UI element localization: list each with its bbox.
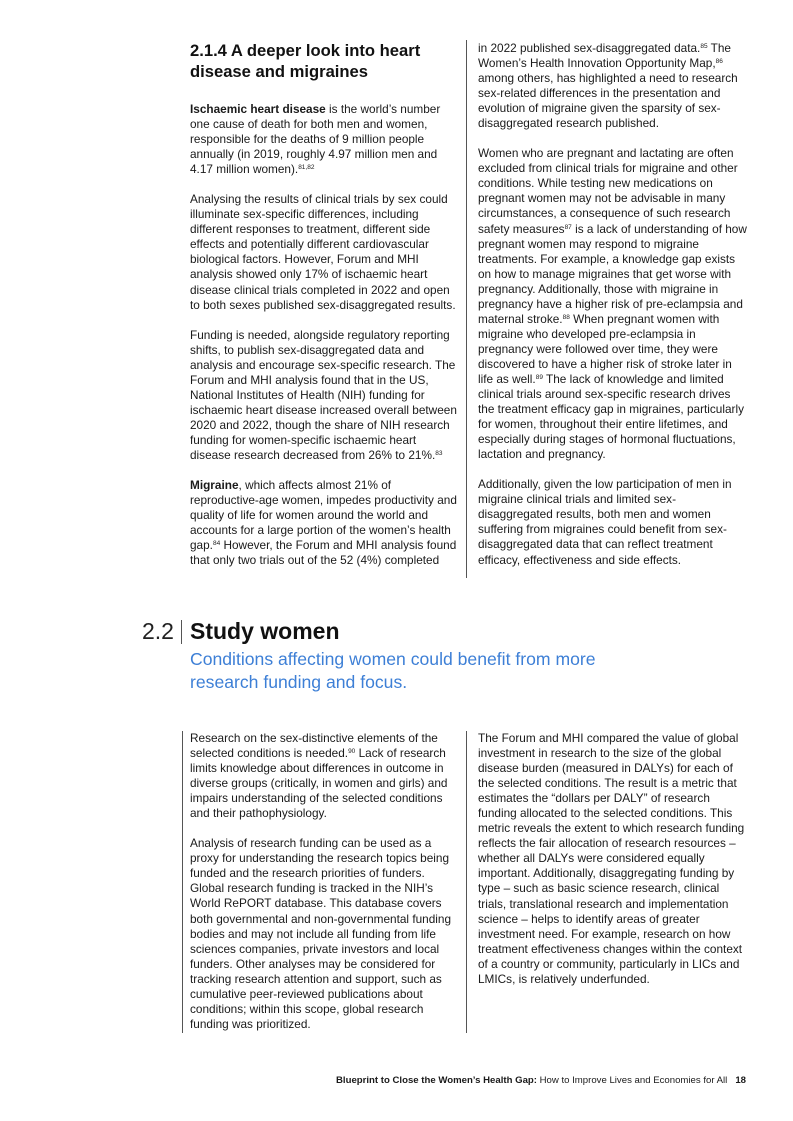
paragraph-migraine: Migraine, which affects almost 21% of reproductive-age women, impedes productivity and quality of life for women around the world and accounts for a large portion of the women’s health gap.$^{84}$ However, the Forum and MHI analysis found that only two trials out of the 52 (4%) completed: [190, 478, 457, 568]
report-title: Blueprint to Close the Women’s Health Gap:: [336, 1075, 537, 1086]
page-number: 18: [735, 1075, 746, 1086]
column-divider: [466, 40, 467, 578]
footnote-ref: 88: [562, 313, 570, 321]
footnote-ref: 85: [700, 43, 708, 50]
paragraph-clinical-trials: Analysing the results of clinical trials by sex could illuminate sex-specific differences, including different responses to treatment, different side effects and potentially different cardiovascular biological factors. However, Forum and MHI analysis showed only 17% of ischaemic heart disease clinical trials completed in 2022 and open to both sexes published sex-disaggregated results.: [190, 192, 456, 312]
paragraph-ischaemic-intro: Ischaemic heart disease is the world’s number one cause of death for both men and women, responsible for the deaths of 9 million people annually (in 2019, roughly 4.97 million men and 4.17 million women).$^{81,82}$: [190, 102, 441, 177]
heart-migraine-right-column: [478, 41, 748, 568]
heart-migraine-left-column: [190, 41, 460, 568]
paragraph-pregnancy: Women who are pregnant and lactating are often excluded from clinical trials for migraine and other conditions. While testing new medications on pregnant women may not be advisable in many circumstances, a consequence of such research safety measures$^{87}$ is a lack of understanding of how pregnant women may respond to migraine treatments. For example, a knowledge gap exists on how to manage migraines that get worse with pregnancy. Additionally, those with migraine in pregnancy have a higher risk of pre-eclampsia and maternal stroke.$^{88}$ When pregnant women with migraine who developed pre-eclampsia in pregnancy were followed over time, they were discovered to have a higher risk of stroke later in life as well.$^{89}$ The lack of knowledge and limited clinical trials around sex-specific research drives the treatment efficacy gap in migraines, particularly for women, throughout their entire lifetimes, and especially during stages of hormonal fluctuations, lactation and pregnancy.: [478, 146, 747, 462]
footnote-ref: 90: [348, 748, 356, 756]
footnote-ref: 86: [715, 58, 723, 66]
section-number: 2.2: [142, 618, 174, 644]
footnote-ref: 81,82: [298, 164, 315, 172]
paragraph-migraine-continued: in 2022 published sex-disaggregated data.$^{85}$ The Women’s Health Innovation Opportunity Map,$^{86}$ among others, has highlighted a need to research sex-related differences in the presentation and evolution of migraine given the sparsity of sex-disaggregated research published.: [478, 41, 738, 131]
paragraph-dollars-per-daly: The Forum and MHI compared the value of global investment in research to the size of the global disease burden (measured in DALYs) for each of the selected conditions. The result is a metric that estimates the “dollars per DALY” of research funding allocated to the selected conditions. This metric reveals the extent to which research funding reflects the fair allocation of research resources – whether all DALYs were considered equally important. Additionally, disaggregating funding by type – such as basic science research, clinical trials, translational research and implementation science – helps to identify areas of greater investment need. For example, research on how treatment effectiveness changes within the context of a country or community, particularly in LICs and LMICs, is relatively underfunded.: [478, 731, 745, 986]
footnote-ref: 83: [435, 449, 443, 457]
column-divider: [466, 731, 467, 1033]
paragraph-funding: Funding is needed, alongside regulatory reporting shifts, to publish sex-disaggregated data and analysis and encourage sex-specific research. The Forum and MHI analysis found that in the US, National Institutes of Health (NIH) funding for ischaemic heart disease increased overall between 2020 and 2022, though the share of NIH research funding for women-specific ischaemic heart disease research decreased from 26% to 21%.$^{83}$: [190, 327, 457, 462]
section-divider: [181, 620, 182, 644]
page-footer: [336, 1075, 746, 1087]
study-women-left-column: [190, 731, 460, 1032]
column-divider: [182, 731, 183, 1033]
paragraph-research-needed: Research on the sex-distinctive elements of the selected conditions is needed.$^{90}$ Lack of research limits knowledge about differences in outcome in diverse groups (critically, in women and girls) and impairs understanding of the selected conditions and their pathophysiology.: [190, 731, 448, 821]
report-subtitle: How to Improve Lives and Economies for All: [536, 1075, 728, 1086]
paragraph-research-funding: Analysis of research funding can be used as a proxy for understanding the research topics being funded and the research priorities of funders. Global research funding is tracked in the NIH’s World RePORT database. This database covers both governmental and non-governmental funding bodies and may not include all funding from life sciences companies, private investors and local funders. Other analyses may be considered for tracking research attention and support, such as cumulative peer-reviewed publications about conditions; within this scope, global research funding was prioritized.: [190, 836, 452, 1031]
paragraph-men-participation: Additionally, given the low participation of men in migraine clinical trials and limited sex-disaggregated results, both men and women suffering from migraines could benefit from sex-disaggregated data that can reflect treatment efficacy, effectiveness and side effects.: [478, 477, 732, 567]
study-women-right-column: [478, 731, 748, 987]
section-title: Study women: [190, 618, 340, 644]
footnote-ref: 84: [212, 540, 221, 548]
subsection-heading: 2.1.4 A deeper look into heart disease and migraines: [190, 41, 421, 81]
footnote-ref: 87: [564, 223, 572, 231]
footnote-ref: 89: [535, 373, 543, 381]
section-subtitle: Conditions affecting women could benefit from more research funding and focus.: [190, 649, 596, 692]
